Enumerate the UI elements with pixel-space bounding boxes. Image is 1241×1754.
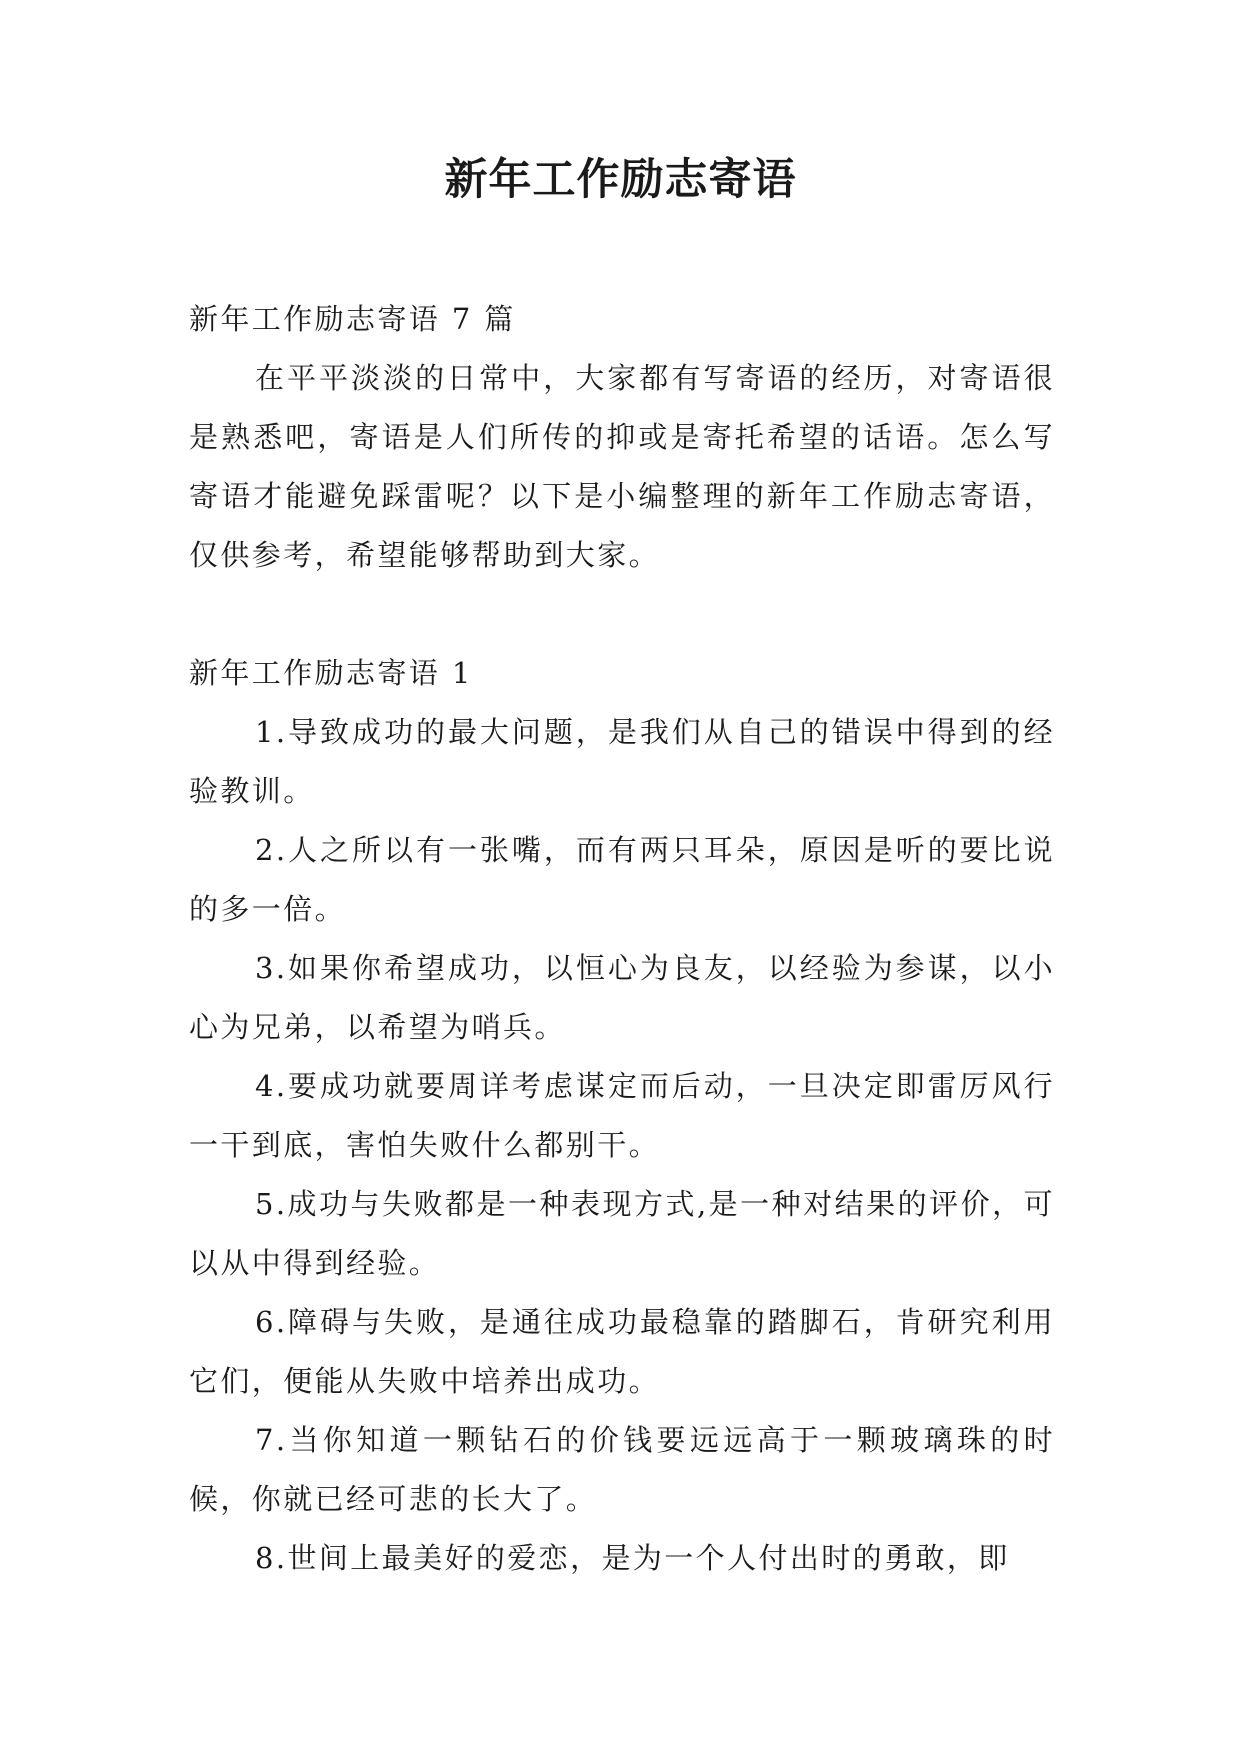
- intro-paragraph: 在平平淡淡的日常中，大家都有写寄语的经历，对寄语很是熟悉吧，寄语是人们所传的抑或是寄托希望的话语。怎么写寄语才能避免踩雷呢？以下是小编整理的新年工作励志寄语，仅供参考，希望能够帮助到大家。: [189, 361, 1055, 572]
- document-body: [189, 290, 1055, 1588]
- list-item: 1.导致成功的最大问题，是我们从自己的错误中得到的经验教训。: [189, 715, 1055, 808]
- list-item: 5.成功与失败都是一种表现方式,是一种对结果的评价，可以从中得到经验。: [189, 1187, 1055, 1280]
- list-item: 6.障碍与失败，是通往成功最稳靠的踏脚石，肯研究利用它们，便能从失败中培养出成功。: [189, 1305, 1055, 1398]
- list-item: 7.当你知道一颗钻石的价钱要远远高于一颗玻璃珠的时候，你就已经可悲的长大了。: [189, 1423, 1055, 1516]
- article-subtitle: 新年工作励志寄语 7 篇: [189, 302, 516, 336]
- list-item: 2.人之所以有一张嘴，而有两只耳朵，原因是听的要比说的多一倍。: [189, 833, 1055, 926]
- list-item: 3.如果你希望成功，以恒心为良友，以经验为参谋，以小心为兄弟，以希望为哨兵。: [189, 951, 1055, 1044]
- list-item: 8.世间上最美好的爱恋，是为一个人付出时的勇敢，即: [255, 1541, 1010, 1575]
- document-title: 新年工作励志寄语: [444, 155, 797, 205]
- list-item: 4.要成功就要周详考虑谋定而后动，一旦决定即雷厉风行一干到底，害怕失败什么都别干。: [189, 1069, 1055, 1162]
- section-heading: 新年工作励志寄语 1: [189, 656, 473, 690]
- paragraph-spacer: [189, 585, 1055, 644]
